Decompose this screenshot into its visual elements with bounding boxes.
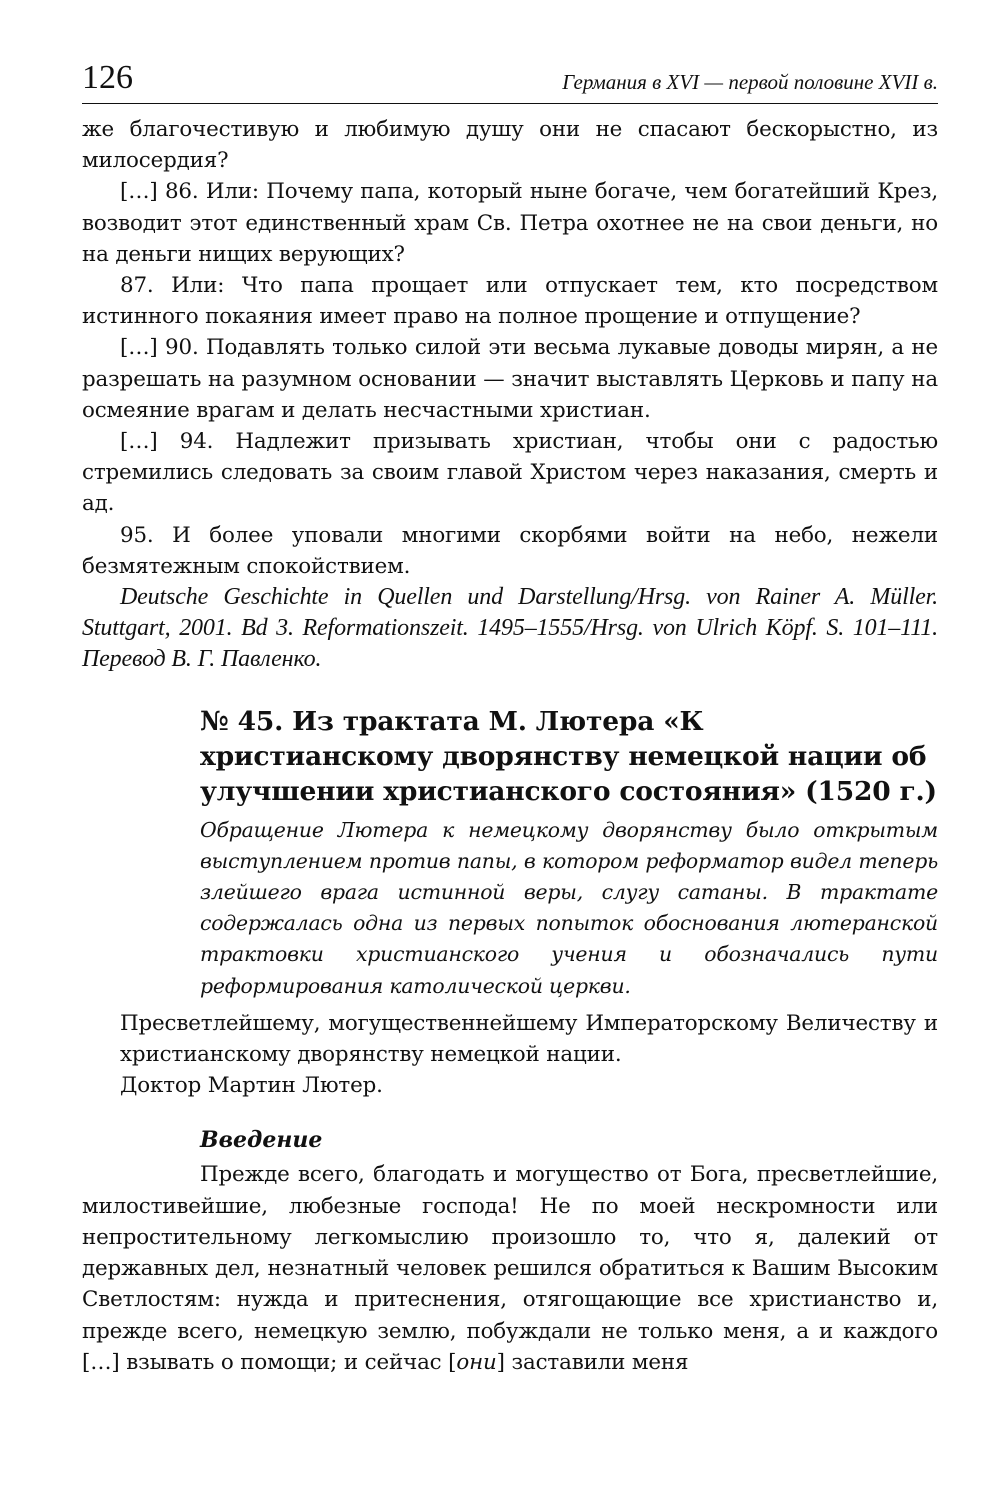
introduction-text-italic: они [456, 1349, 497, 1375]
editorial-intro: Обращение Лютера к немецкому дворянству было открытым выступлением против папы, в котором реформатор видел теперь злейшего врага истинной веры, слугу сатаны. В трактате содержалась одна из первых попыток обоснования лютеранской трактовки христианского учения и обозначались пути реформирования католической церкви. [200, 817, 938, 998]
running-header [82, 52, 938, 104]
section-title: Введение [200, 1127, 323, 1154]
author-line: Доктор Мартин Лютер. [120, 1073, 383, 1099]
thesis-94: […] 94. Надлежит призывать христиан, чтобы они с радостью стремились следовать за своим главой Христом через наказания, смерть и ад. [82, 429, 938, 517]
introduction-text-start: Прежде всего, благодать и могущество от Бога, пресветлейшие, милостивейшие, любезные господа! Не по моей нескромности или непростительному легкомыслию произошло то, что я, далекий от державных дел, незнатный человек решился обратиться к Вашим Высоким Светлостям: нужда и притеснения, отягощающие все христианство и, прежде всего, немецкую землю, побуждали не только меня, а и каждого […] взывать о помощи; и сейчас [ [82, 1162, 938, 1375]
thesis-95: 95. И более уповали многими скорбями войти на небо, нежели безмятежным спокойствием. [82, 522, 938, 579]
dedication-text: Пресветлейшему, могущественнейшему Императорскому Величеству и христианскому дворянству немецкой нации. [120, 1010, 938, 1068]
thesis-continuation: же благочестивую и любимую душу они не спасают бескорыстно, из милосердия? [82, 117, 938, 174]
dedication [82, 1008, 938, 1070]
document-heading: № 45. Из трактата М. Лютера «К христианскому дворянству немецкой нации об улучшении христианского состояния» (1520 г.) [200, 705, 937, 807]
thesis-87: 87. Или: Что папа прощает или отпускает тем, кто посредством истинного покаяния имеет право на полное прощение и отпущение? [82, 273, 938, 330]
introduction-text [82, 1159, 938, 1377]
thesis-90: […] 90. Подавлять только силой эти весьма лукавые доводы мирян, а не разрешать на разумном основании — значит выставлять Церковь и папу на осмеяние врагам и делать несчастными христиан. [82, 335, 938, 423]
introduction-paragraph [82, 1159, 938, 1377]
theses-block [82, 114, 938, 676]
thesis-86: […] 86. Или: Почему папа, который ныне богаче, чем богатейший Крез, возводит этот единственный храм Св. Петра охотнее не на свои деньги, но на деньги нищих верующих? [82, 179, 938, 267]
source-citation: Deutsche Geschichte in Quellen und Darstellung/Hrsg. von Rainer A. Müller. Stuttgart, 2001. Bd 3. Reformationszeit. 1495–1555/Hrsg. von Ulrich Köpf. S. 101–111. Перевод В. Г. Павленко. [82, 584, 938, 673]
page-number: 126 [82, 59, 133, 96]
introduction-text-end: ] заставили меня [496, 1349, 689, 1375]
dedication-block [82, 1008, 938, 1102]
running-title: Германия в XVI — первой половине XVII в. [562, 70, 938, 94]
